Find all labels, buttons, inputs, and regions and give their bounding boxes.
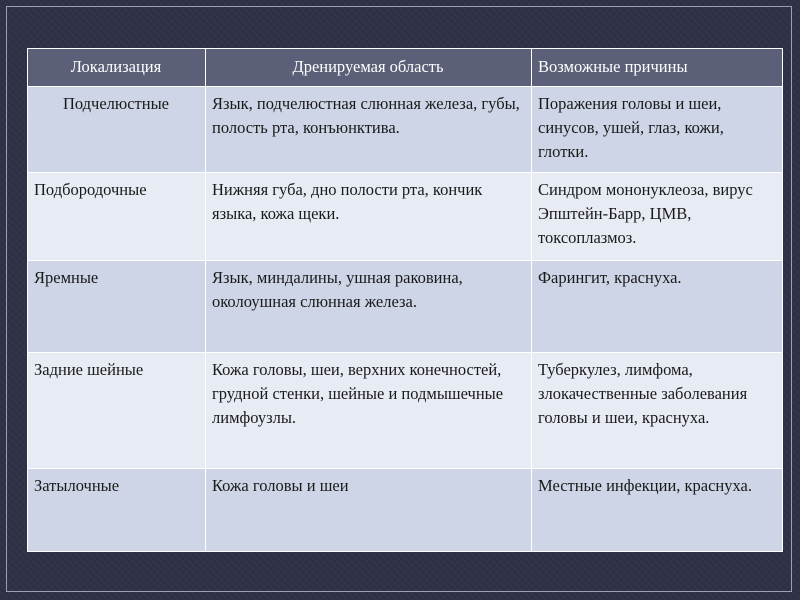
table-row	[28, 353, 783, 469]
header-causes: Возможные причины	[532, 49, 783, 87]
table-row	[28, 87, 783, 173]
cell-area: Кожа головы, шеи, верхних конечностей, грудной стенки, шейные и подмышечные лимфоузлы.	[206, 353, 532, 469]
cell-causes: Фарингит, краснуха.	[532, 261, 783, 353]
lymph-node-table	[27, 48, 783, 552]
cell-area: Кожа головы и шеи	[206, 469, 532, 552]
table-row	[28, 173, 783, 261]
cell-location: Затылочные	[28, 469, 206, 552]
table-row	[28, 469, 783, 552]
cell-causes: Местные инфекции, краснуха.	[532, 469, 783, 552]
header-area: Дренируемая область	[206, 49, 532, 87]
cell-area: Язык, миндалины, ушная раковина, околоушная слюнная железа.	[206, 261, 532, 353]
header-location: Локализация	[28, 49, 206, 87]
cell-area: Язык, подчелюстная слюнная железа, губы, полость рта, конъюнктива.	[206, 87, 532, 173]
table-row	[28, 261, 783, 353]
header-row	[28, 49, 783, 87]
cell-causes: Синдром мононуклеоза, вирус Эпштейн-Барр, ЦМВ, токсоплазмоз.	[532, 173, 783, 261]
cell-area: Нижняя губа, дно полости рта, кончик языка, кожа щеки.	[206, 173, 532, 261]
cell-causes: Туберкулез, лимфома, злокачественные заболевания головы и шеи, краснуха.	[532, 353, 783, 469]
cell-causes: Поражения головы и шеи, синусов, ушей, глаз, кожи, глотки.	[532, 87, 783, 173]
cell-location: Яремные	[28, 261, 206, 353]
cell-location: Задние шейные	[28, 353, 206, 469]
cell-location: Подбородочные	[28, 173, 206, 261]
cell-location: Подчелюстные	[28, 87, 206, 173]
